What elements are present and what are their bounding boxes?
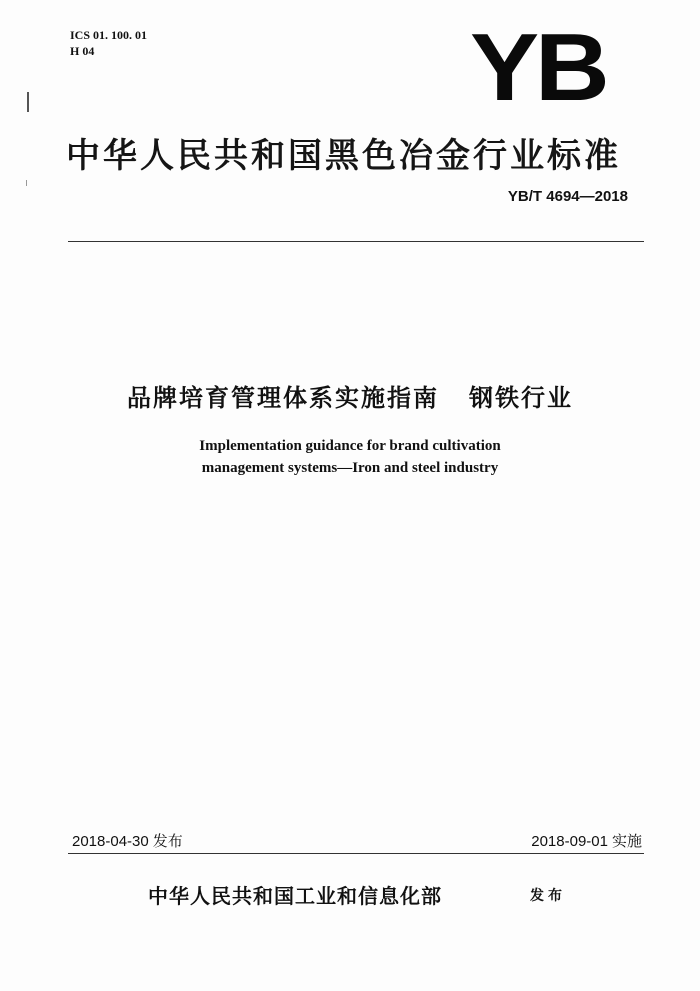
implement-date: 2018-09-01 (531, 833, 608, 850)
ics-code: ICS 01. 100. 01 (70, 28, 148, 42)
scan-margin-dot (26, 180, 27, 186)
publish-date: 2018-04-30 (72, 833, 149, 850)
issuer-name: 中华人民共和国工业和信息化部 (148, 884, 442, 908)
title-en-line1: Implementation guidance for brand cultivation (199, 438, 501, 454)
scan-margin-mark (27, 92, 29, 112)
publish-label: 发布 (152, 832, 183, 850)
document-title-en (0, 435, 700, 479)
document-title-cn (0, 378, 700, 413)
standard-category-title: 中华人民共和国黑色冶金行业标准 (66, 136, 621, 176)
title-cn-main: 品牌培育管理体系实施指南 (127, 384, 439, 412)
title-en-line2: management systems—Iron and steel industry (201, 460, 499, 476)
bottom-divider (68, 853, 644, 854)
issuer-suffix: 发布 (530, 888, 566, 904)
implement-label: 实施 (611, 832, 642, 850)
top-divider (68, 241, 644, 242)
ccs-code: H 04 (70, 44, 95, 58)
title-cn-sub: 钢铁行业 (469, 384, 573, 412)
classification-codes (70, 27, 147, 59)
publish-date-block (72, 830, 183, 851)
standard-code: YB/T 4694—2018 (507, 188, 628, 205)
implement-date-block (531, 830, 642, 851)
yb-logo: YB (470, 14, 606, 121)
